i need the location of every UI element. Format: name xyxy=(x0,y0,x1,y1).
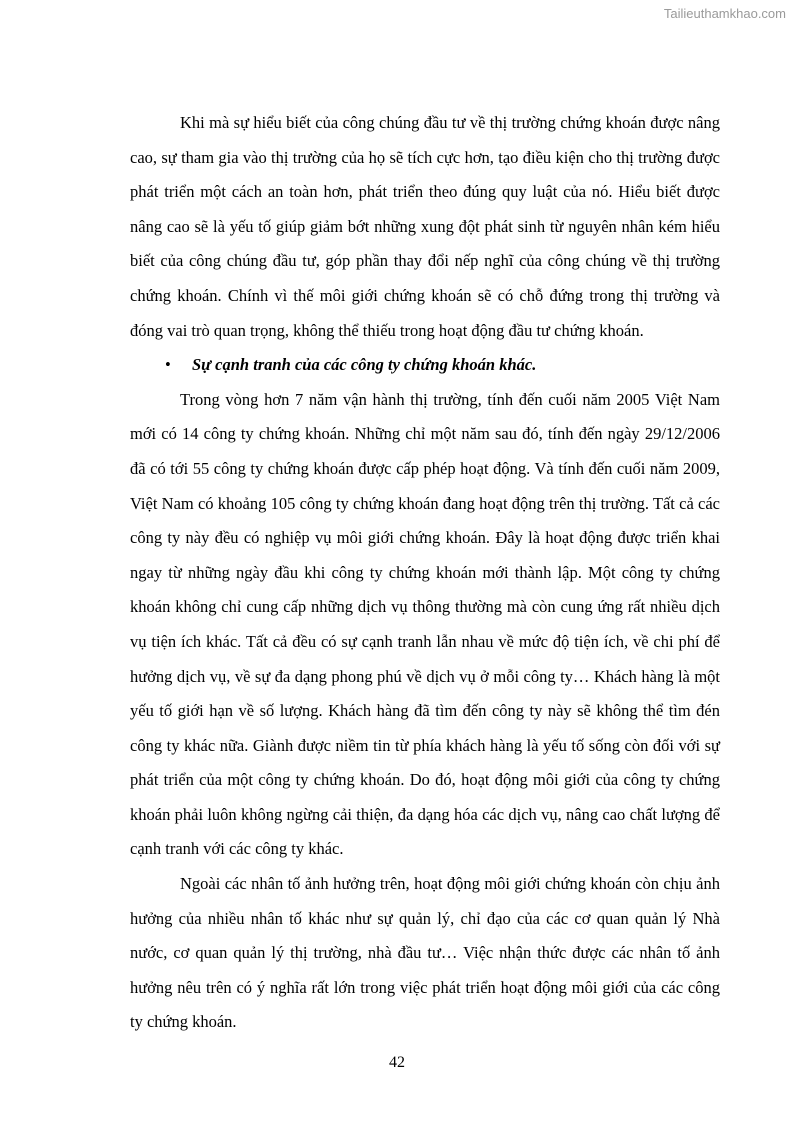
paragraph-public-understanding: Khi mà sự hiểu biết của công chúng đầu tư về thị trường chứng khoán được nâng cao, sự tham gia vào thị trường của họ sẽ tích cực hơn, tạo điều kiện cho thị trường được phát triển một cách an toàn hơn, phát triển theo đúng quy luật của nó. Hiểu biết được nâng cao sẽ là yếu tố giúp giảm bớt những xung đột phát sinh từ nguyên nhân kém hiểu biết của công chúng đầu tư, góp phần thay đổi nếp nghĩ của công chúng về thị trường chứng khoán. Chính vì thế môi giới chứng khoán sẽ có chỗ đứng trong thị trường và đóng vai trò quan trọng, không thể thiếu trong hoạt động đầu tư chứng khoán. xyxy=(130,113,720,340)
bullet-icon: • xyxy=(165,355,171,375)
watermark: Tailieuthamkhao.com xyxy=(663,6,786,21)
page-number: 42 xyxy=(389,1054,405,1071)
document-body xyxy=(130,106,720,1040)
bullet-heading-text: Sự cạnh tranh của các công ty chứng khoán khác. xyxy=(192,355,537,375)
paragraph-competition: Trong vòng hơn 7 năm vận hành thị trường, tính đến cuối năm 2005 Việt Nam mới có 14 công ty chứng khoán. Những chỉ một năm sau đó, tính đến ngày 29/12/2006 đã có tới 55 công ty chứng khoán được cấp phép hoạt động. Và tính đến cuối năm 2009, Việt Nam có khoảng 105 công ty chứng khoán đang hoạt động trên thị trường. Tất cả các công ty này đều có nghiệp vụ môi giới chứng khoán. Đây là hoạt động được triển khai ngay từ những ngày đầu khi công ty chứng khoán mới thành lập. Một công ty chứng khoán không chỉ cung cấp những dịch vụ thông thường mà còn cung ứng rất nhiều dịch vụ tiện ích khác. Tất cả đều có sự cạnh tranh lẫn nhau về mức độ tiện ích, về chi phí để hưởng dịch vụ, về sự đa dạng phong phú về dịch vụ ở mỗi công ty… Khách hàng là một yếu tố giới hạn về số lượng. Khách hàng đã tìm đến công ty này sẽ không thể tìm đén công ty khác nữa. Giành được niềm tin từ phía khách hàng là yếu tố sống còn đối với sự phát triển của một công ty chứng khoán. Do đó, hoạt động môi giới của công ty chứng khoán phải luôn không ngừng cải thiện, đa dạng hóa các dịch vụ, nâng cao chất lượng để cạnh tranh với các công ty khác. xyxy=(130,389,720,859)
bullet-heading-competition xyxy=(130,348,720,383)
paragraph-other-factors: Ngoài các nhân tố ảnh hưởng trên, hoạt động môi giới chứng khoán còn chịu ảnh hưởng của nhiều nhân tố khác như sự quản lý, chỉ đạo của các cơ quan quản lý Nhà nước, cơ quan quản lý thị trường, nhà đầu tư… Việc nhận thức được các nhân tố ảnh hưởng nêu trên có ý nghĩa rất lớn trong việc phát triển hoạt động môi giới của các công ty chứng khoán. xyxy=(130,874,720,1032)
